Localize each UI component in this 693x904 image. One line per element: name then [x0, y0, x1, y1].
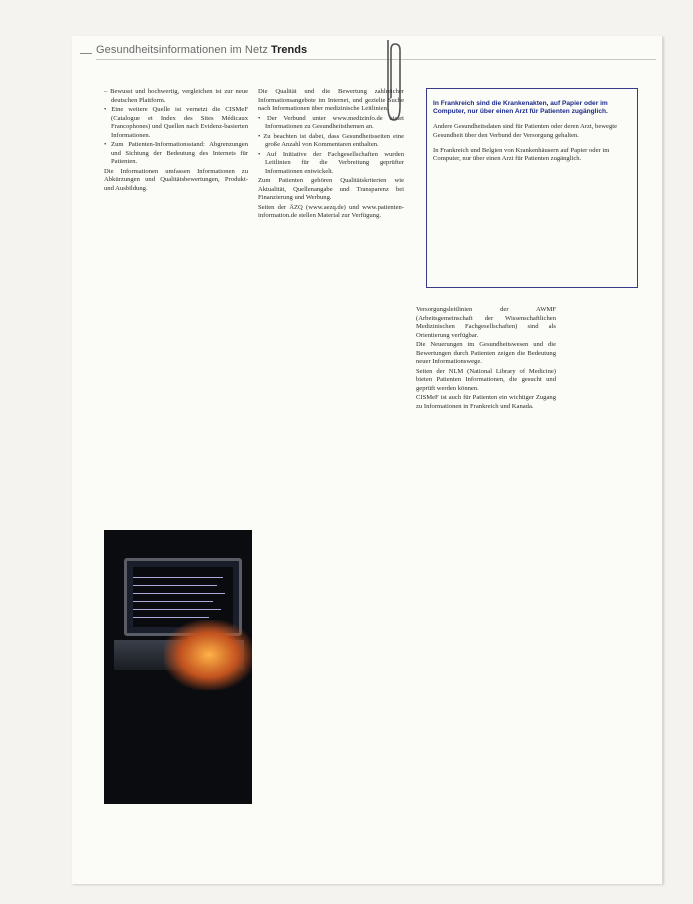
paragraph: – Bewusst und hochwertig, vergleichen ist zur neue deutschen Plattform.	[104, 88, 248, 104]
section-title: Gesundheitsinformationen im Netz	[96, 44, 268, 56]
header-rule	[96, 59, 656, 60]
magazine-page	[72, 36, 663, 884]
paragraph: • Eine weitere Quelle ist vernetzt die CISMeF (Catalogue et Index des Sites Médicaux Francophones) und Quellen nach Evidenz-basierten Informationen.	[104, 106, 248, 139]
paragraph: Seiten der NLM (National Library of Medicine) bieten Patienten Informationen, die gesucht und geprüft werden können.	[416, 367, 556, 392]
paragraph: Zum Patienten gehören Qualitätskriterien wie Aktualität, Quellenangabe und Transparenz bei Finanzierung und Werbung.	[258, 177, 404, 201]
text-column-2	[258, 88, 404, 878]
paragraph: Die Qualität und die Bewertung zahlreicher Informationsangebote im Internet, und gezielte Suche nach Informationen über medizinische Leitlinien.	[258, 88, 404, 112]
paragraph: CISMeF ist auch für Patienten ein wichtiger Zugang zu Informationen in Frankreich und Kanada.	[416, 394, 556, 410]
info-box-paragraph: In Frankreich und Belgien von Krankenhäusern auf Papier oder im Computer, nur über einen Arzt für Patienten zugänglich.	[433, 146, 610, 163]
paragraph: Die Neuerungen im Gesundheitswesen und die Bewertungen durch Patienten zeigen die Bedeutung neuer Informationswege.	[416, 341, 556, 365]
paragraph: Seiten der ÄZQ (www.aezq.de) und www.patienten-information.de stellen Material zur Verfügung.	[258, 203, 404, 219]
paragraph: Die Informationen umfassen Informationen zu Abkürzungen und Qualitätsbewertungen, Produkt- und Ausbildung.	[104, 167, 248, 192]
waveform-trace	[133, 577, 223, 578]
header-rule-left	[80, 53, 92, 54]
paragraph: • Zum Patienten-Informationsstand: Abgrenzungen und Sichtung der Bedeutung des Internets für Patienten.	[104, 141, 248, 165]
info-box-intro: In Frankreich sind die Krankenakten, auf Papier oder im Computer, nur über einen Arzt für Patienten zugänglich.	[433, 99, 608, 116]
waveform-trace	[133, 593, 225, 594]
waveform-trace	[133, 617, 209, 618]
text-column-1	[104, 88, 248, 568]
waveform-trace	[133, 585, 217, 586]
monitor-screen	[133, 567, 233, 627]
text-column-3	[416, 306, 556, 878]
paragraph: Versorgungsleitlinien der AWMF (Arbeitsgemeinschaft der Wissenschaftlichen Medizinischen Fachgesellschaften) sind als Orientierung verfügbar.	[416, 306, 556, 339]
info-box	[426, 88, 638, 288]
waveform-trace	[133, 609, 221, 610]
monitor-photo	[104, 530, 252, 804]
waveform-trace	[133, 601, 213, 602]
paragraph: • Auf Initiative der Fachgesellschaften wurden Leitlinien für die Verbreitung geprüfter Informationen entwickelt.	[258, 150, 404, 175]
info-box-paragraph: Andere Gesundheitsdaten sind für Patienten oder deren Arzt, bewegte Gesundheit über den Verbund der Versorgung gehalten.	[433, 123, 618, 139]
paragraph: • Zu beachten ist dabei, dass Gesundheitsseiten eine große Anzahl von Kommentaren enthalten.	[258, 132, 404, 148]
orange-glow	[164, 620, 252, 690]
page-header	[96, 44, 656, 60]
paragraph: • Der Verbund unter www.medizinfo.de bietet Informationen zu Gesundheitsthemen an.	[258, 114, 404, 130]
section-tag: Trends	[271, 44, 308, 56]
